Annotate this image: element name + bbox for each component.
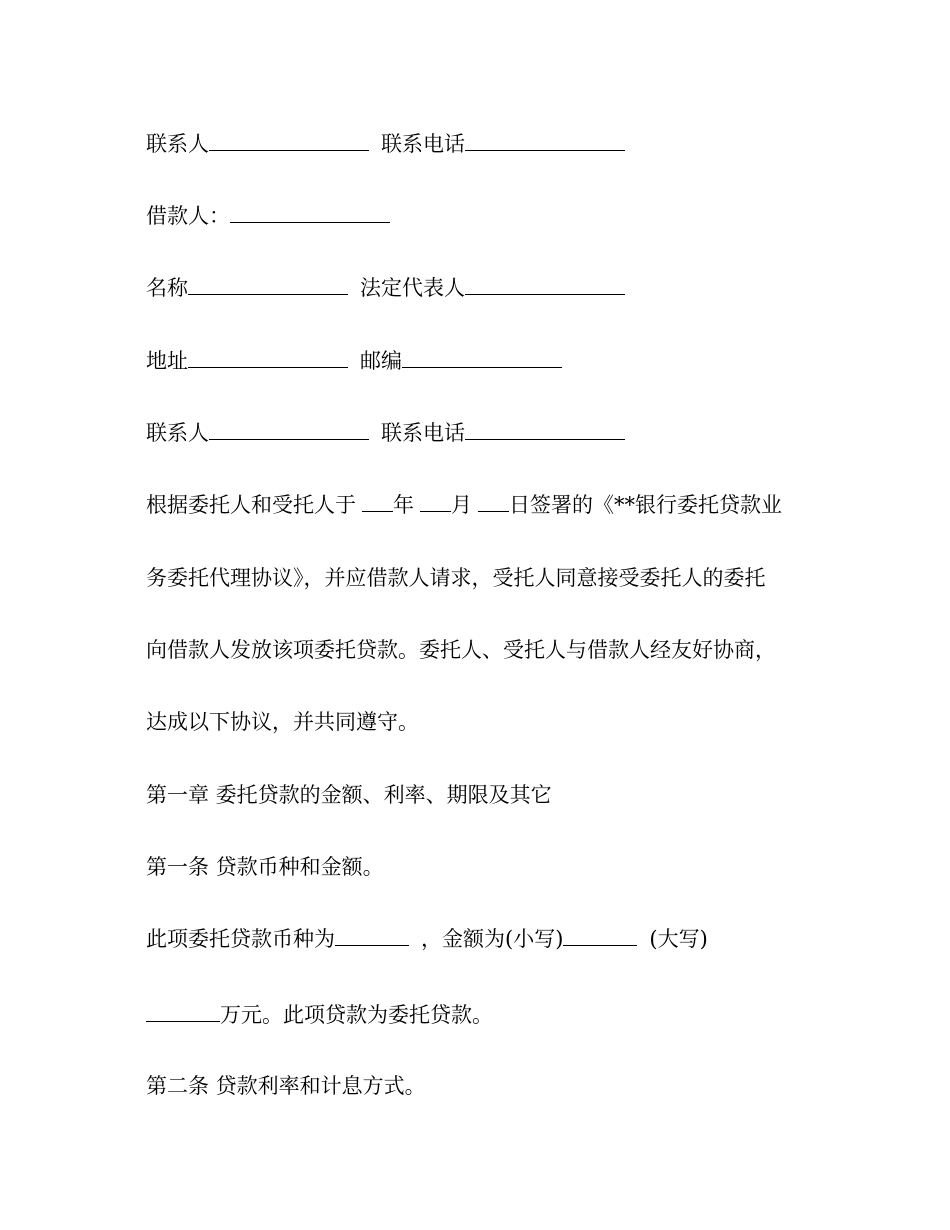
- year-label: 年: [393, 493, 414, 517]
- year-blank[interactable]: [362, 491, 393, 512]
- contact-person-label: 联系人: [146, 132, 209, 156]
- address-line: [146, 346, 562, 376]
- contact-line-1: [146, 129, 625, 159]
- amount-small-blank[interactable]: [563, 925, 637, 946]
- amount-capital-blank[interactable]: [146, 1001, 220, 1022]
- agreement-para-line-2: 务委托代理协议》，并应借款人请求，受托人同意接受委托人的委托: [146, 566, 766, 590]
- agreement-para-line-1: [146, 490, 782, 520]
- amount-capital-line: [146, 1000, 493, 1030]
- agreement-para-line-3: 向借款人发放该项委托贷款。委托人、受托人与借款人经友好协商，: [146, 638, 776, 662]
- address-label: 地址: [146, 349, 188, 373]
- address-blank[interactable]: [188, 347, 348, 368]
- amount-capital-label: (大写): [649, 927, 708, 951]
- borrower-blank[interactable]: [230, 202, 390, 223]
- contact-person-blank[interactable]: [209, 130, 369, 151]
- para-text: 根据委托人和受托人于: [146, 493, 356, 517]
- borrower-label: 借款人：: [146, 204, 230, 228]
- name-blank[interactable]: [188, 274, 348, 295]
- contact-line-2: [146, 418, 625, 448]
- month-label: 月: [451, 493, 472, 517]
- currency-blank[interactable]: [335, 925, 409, 946]
- contact-person-blank[interactable]: [209, 419, 369, 440]
- chapter-heading: 第一章 委托贷款的金额、利率、期限及其它: [146, 783, 552, 807]
- postcode-blank[interactable]: [402, 347, 562, 368]
- name-line: [146, 273, 625, 303]
- para-text: 日签署的《**银行委托贷款业: [509, 493, 782, 517]
- month-blank[interactable]: [420, 491, 451, 512]
- article-2-heading: 第二条 贷款利率和计息方式。: [146, 1074, 426, 1098]
- contact-phone-label: 联系电话: [381, 132, 465, 156]
- name-label: 名称: [146, 276, 188, 300]
- contact-phone-blank[interactable]: [465, 419, 625, 440]
- legal-rep-label: 法定代表人: [360, 276, 465, 300]
- postcode-label: 邮编: [360, 349, 402, 373]
- contact-person-label: 联系人: [146, 421, 209, 445]
- contact-phone-blank[interactable]: [465, 130, 625, 151]
- legal-rep-blank[interactable]: [465, 274, 625, 295]
- amount-small-label: ，金额为(小写): [421, 927, 564, 951]
- borrower-line: [146, 201, 390, 231]
- currency-label: 此项委托贷款币种为: [146, 927, 335, 951]
- amount-unit-text: 万元。此项贷款为委托贷款。: [220, 1003, 493, 1027]
- agreement-para-line-4: 达成以下协议，并共同遵守。: [146, 710, 419, 734]
- currency-amount-line: [146, 924, 708, 954]
- day-blank[interactable]: [478, 491, 509, 512]
- article-1-heading: 第一条 贷款币种和金额。: [146, 855, 384, 879]
- contact-phone-label: 联系电话: [381, 421, 465, 445]
